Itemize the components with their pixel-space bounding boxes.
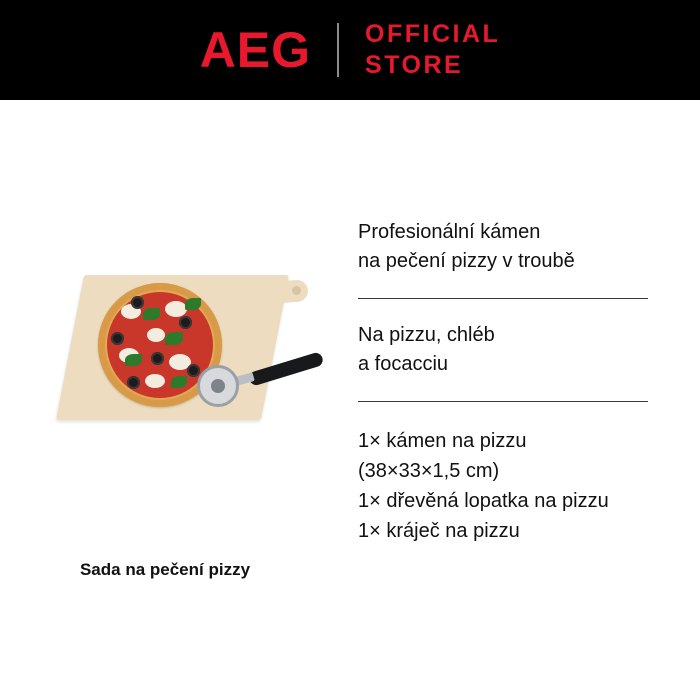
spec-usage-line1: Na pizzu, chléb <box>358 324 495 346</box>
olive-topping <box>131 296 144 309</box>
spec-title-line2: na pečení pizzy v troubě <box>358 250 575 272</box>
official-store-label <box>365 19 500 82</box>
spec-contents-item: 1× dřevěná lopatka na pizzu <box>358 490 609 512</box>
official-store-line1: OFFICIAL <box>365 19 501 48</box>
cheese-topping <box>165 301 187 317</box>
brand-header <box>0 0 700 100</box>
basil-topping <box>185 298 201 310</box>
olive-topping <box>179 316 192 329</box>
basil-topping <box>143 308 160 320</box>
spec-contents-item: (38×33×1,5 cm) <box>358 460 500 482</box>
spec-contents-item: 1× kámen na pizzu <box>358 430 527 452</box>
olive-topping <box>151 352 164 365</box>
aeg-logo: AEG <box>199 22 312 78</box>
pizza-cutter-hub-icon <box>211 379 225 393</box>
cheese-topping <box>147 328 165 342</box>
spec-list <box>358 218 668 546</box>
basil-topping <box>171 376 187 388</box>
pizza-peel-hole-icon <box>292 286 301 295</box>
spec-usage <box>358 321 668 379</box>
spec-contents <box>358 426 668 546</box>
header-divider <box>337 23 339 77</box>
olive-topping <box>127 376 140 389</box>
brand-header-inner <box>200 19 501 82</box>
spec-divider-1 <box>358 298 648 299</box>
spec-divider-2 <box>358 401 648 402</box>
spec-usage-line2: a focacciu <box>358 353 449 375</box>
official-store-line2: STORE <box>365 51 464 79</box>
spec-title-line1: Profesionální kámen <box>358 221 541 243</box>
basil-topping <box>125 354 142 366</box>
cheese-topping <box>145 374 165 388</box>
olive-topping <box>187 364 200 377</box>
product-caption: Sada na pečení pizzy <box>79 560 251 579</box>
basil-topping <box>165 332 183 345</box>
olive-topping <box>111 332 124 345</box>
spec-contents-item: 1× kráječ na pizzu <box>358 520 520 542</box>
spec-title <box>358 218 668 276</box>
product-image <box>60 255 320 455</box>
